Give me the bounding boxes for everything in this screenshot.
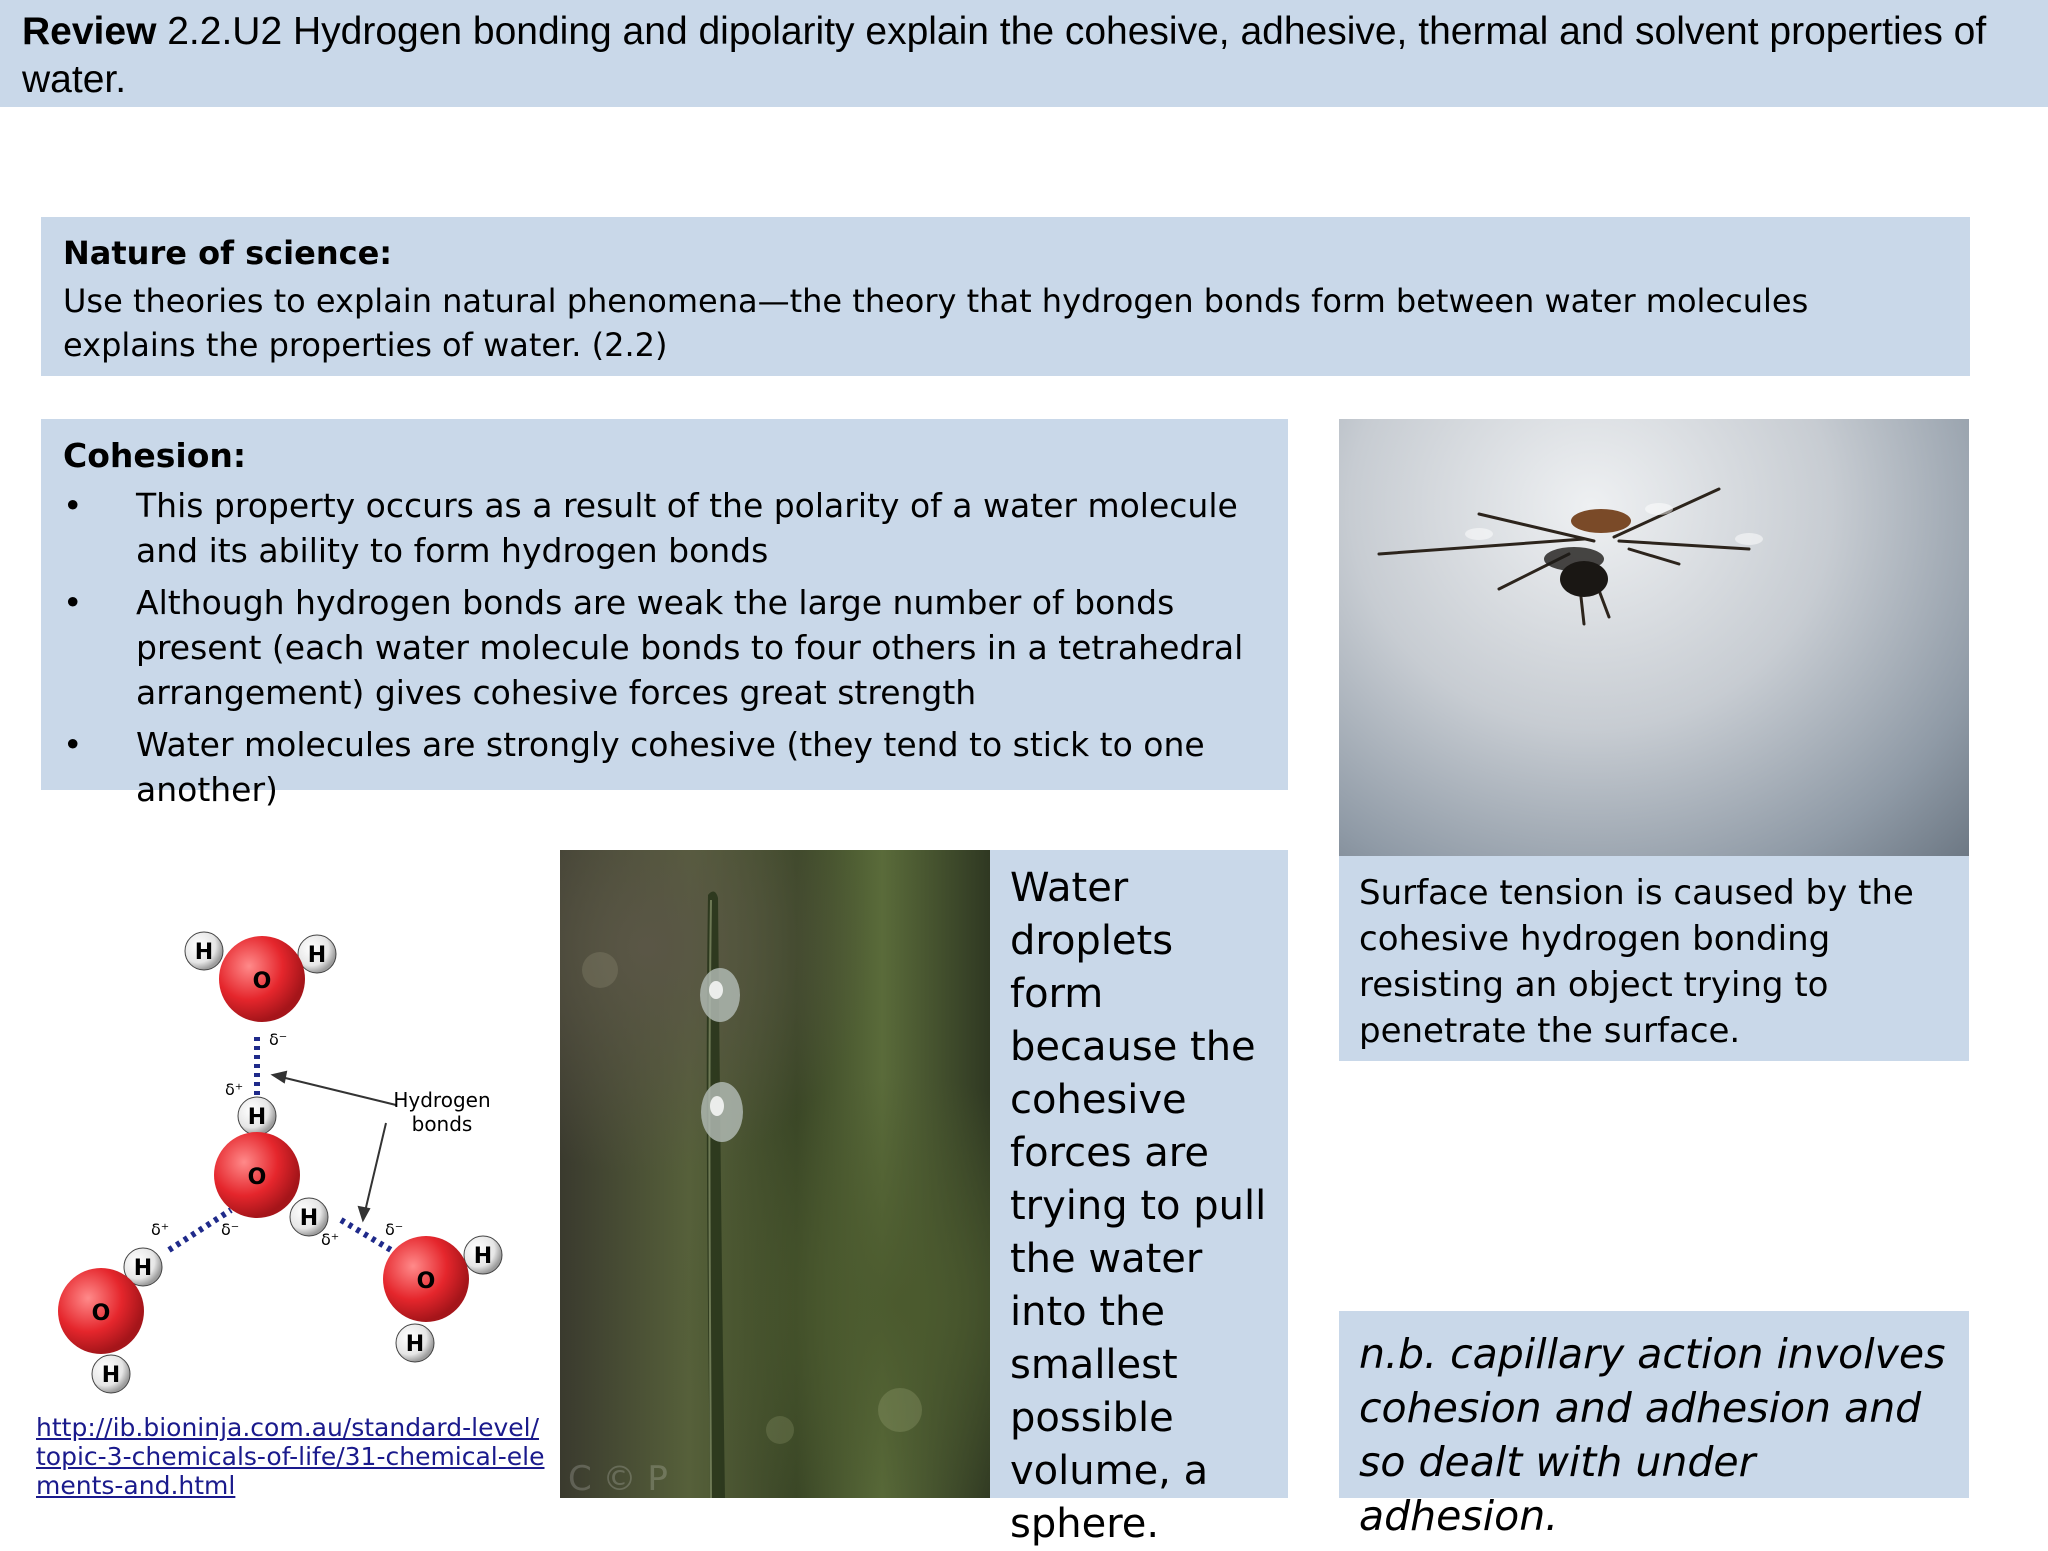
capillary-note: n.b. capillary action involves cohesion and adhesion and so dealt with under adhesion. <box>1359 1330 1946 1540</box>
water-strider-illustration <box>1339 419 1969 856</box>
slide-title <box>22 8 2026 104</box>
atom-label: H <box>299 1206 319 1231</box>
atom-label: O <box>252 969 272 994</box>
surface-tension-caption: Surface tension is caused by the cohesive hydrogen bonding resisting an object trying to penetrate the surface. <box>1359 873 1914 1051</box>
hydrogen-bonds-label: Hydrogen <box>393 1088 491 1112</box>
partial-charge-label: δ⁻ <box>385 1220 404 1239</box>
cohesion-heading: Cohesion: <box>63 436 247 475</box>
atom-label: H <box>473 1244 493 1269</box>
grass-blade-illustration <box>560 850 990 1498</box>
droplets-caption-box <box>990 850 1288 1547</box>
cohesion-box <box>41 419 1288 809</box>
title-text: 2.2.U2 Hydrogen bonding and dipolarity explain the cohesive, adhesive, thermal and solvent properties of water. <box>22 10 1987 101</box>
capillary-note-box <box>1339 1311 1969 1540</box>
nature-of-science-heading: Nature of science: <box>63 234 393 272</box>
partial-charge-label: δ⁺ <box>151 1220 170 1239</box>
title-bar <box>0 0 2048 107</box>
bullet-icon: • <box>63 583 83 622</box>
partial-charge-label: δ⁺ <box>225 1080 244 1099</box>
list-item-text: This property occurs as a result of the polarity of a water molecule and its ability to form hydrogen bonds <box>136 486 1238 570</box>
list-item <box>63 722 1266 812</box>
list-item-text: Water molecules are strongly cohesive (they tend to stick to one another) <box>136 725 1205 809</box>
atom-label: H <box>133 1256 153 1281</box>
water-droplet-photo <box>560 850 990 1498</box>
nature-of-science-body: Use theories to explain natural phenomena—the theory that hydrogen bonds form between water molecules explains the properties of water. (2.2) <box>63 282 1809 364</box>
list-item <box>63 483 1266 573</box>
partial-charge-label: δ⁻ <box>269 1030 288 1049</box>
list-item-text: Although hydrogen bonds are weak the large number of bonds present (each water molecule bonds to four others in a tetrahedral arrangement) gives cohesive forces great strength <box>136 583 1244 712</box>
atom-label: H <box>405 1332 425 1357</box>
atom-label: H <box>101 1363 121 1388</box>
watermark-text: C © P <box>568 1459 668 1498</box>
list-item <box>63 580 1266 715</box>
atom-label: H <box>194 940 214 965</box>
surface-tension-caption-box <box>1339 856 1969 1061</box>
title-prefix: Review <box>22 10 157 53</box>
hydrogen-bond-diagram <box>41 905 541 1405</box>
atom-label: H <box>307 943 327 968</box>
atom-label: H <box>247 1105 267 1130</box>
cohesion-list <box>63 483 1266 812</box>
bullet-icon: • <box>63 486 83 525</box>
partial-charge-label: δ⁺ <box>321 1230 340 1249</box>
nature-of-science-box <box>41 217 1970 376</box>
atom-label: O <box>247 1165 267 1190</box>
water-strider-photo <box>1339 419 1969 856</box>
source-link[interactable]: http://ib.bioninja.com.au/standard-level/topic-3-chemicals-of-life/31-chemical-elements-and.html <box>36 1413 545 1500</box>
hydrogen-bonds-label: bonds <box>411 1112 473 1136</box>
droplets-caption: Water droplets form because the cohesive forces are trying to pull the water into the smallest possible volume, a sphere. <box>1010 865 1267 1547</box>
atom-label: O <box>416 1269 436 1294</box>
partial-charge-label: δ⁻ <box>221 1220 240 1239</box>
bullet-icon: • <box>63 725 83 764</box>
atom-label: O <box>91 1301 111 1326</box>
